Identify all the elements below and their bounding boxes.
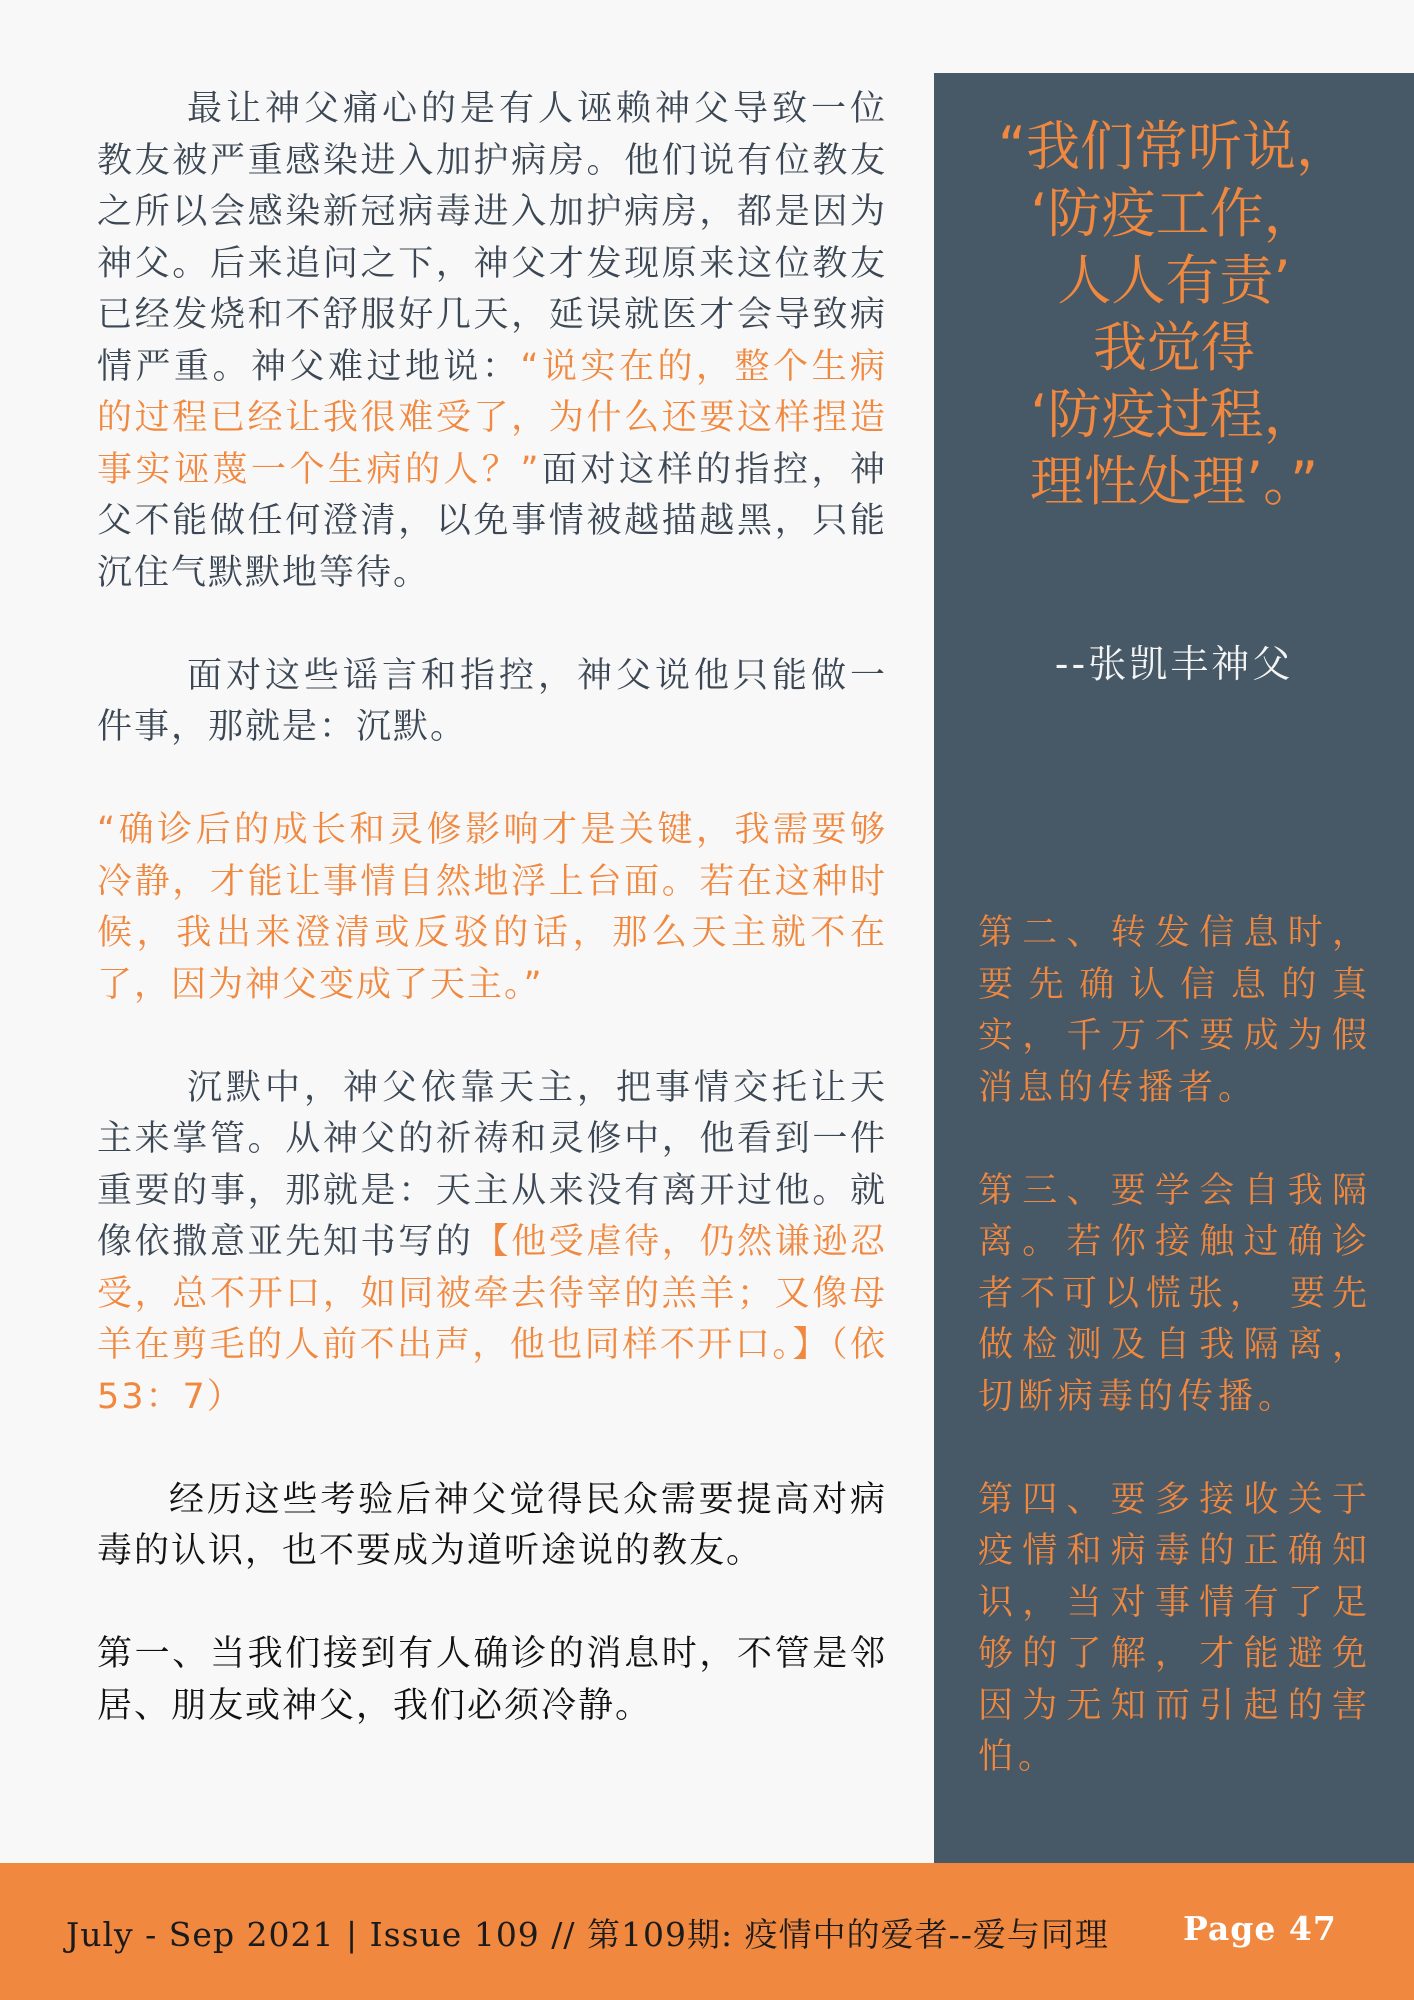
paragraph-scripture [97,1063,887,1424]
paragraph-accusation [97,84,887,599]
pull-quote-line: 人人有责’ [1057,249,1291,312]
paragraph-text: 最让神父痛心的是有人诬赖神父导致一位教友被严重感染进入加护病房。他们说有位教友之所以会感染新冠病毒进入加护病房，都是因为神父。后来追问之下，神父才发现原来这位教友已经发烧和不舒服好几天，延误就医才会导致病情严重。神父难过地说： [97,89,887,387]
paragraph-text: 面对这样的指控，神父不能做任何澄清，以免事情被越描越黑，只能沉住气默默地等待。 [97,449,887,593]
tip-second: 第二、转发信息时，要先确认信息的真实，千万不要成为假消息的传播者。 [978,913,1372,1108]
pull-quote-line: 我觉得 [1093,316,1255,379]
paragraph-text: 沉默中，神父依靠天主，把事情交托让天主来掌管。从神父的祈祷和灵修中，他看到一件重要的事，那就是：天主从来没有离开过他。就像依撒意亚先知书写的 [97,1067,887,1262]
priest-quote-block: “确诊后的成长和灵修影响才是关键，我需要够冷静，才能让事情自然地浮上台面。若在这种时候，我出来澄清或反驳的话，那么天主就不在了，因为神父变成了天主。” [97,810,887,1005]
pull-quote-line: “我们常听说， [998,115,1350,178]
scripture-quote: 【他受虐待，仍然谦逊忍受，总不开口，如同被牵去待宰的羔羊；又像母羊在剪毛的人前不出声，他也同样不开口。】（依53：7） [97,1222,887,1417]
tip-first: 第一、当我们接到有人确诊的消息时，不管是邻居、朋友或神父，我们必须冷静。 [97,1634,887,1726]
page-footer [0,1863,1414,2000]
paragraph-silence: 面对这些谣言和指控，神父说他只能做一件事，那就是：沉默。 [97,655,887,747]
priest-quote: “说实在的，整个生病的过程已经让我很难受了，为什么还要这样捏造事实诬蔑一个生病的人？” [97,346,887,490]
tips-list [978,908,1372,1835]
pull-quote-line: ‘防疫工作， [1030,182,1318,245]
tip-third: 第三、要学会自我隔离。若你接触过确诊者不可以慌张， 要先做检测及自我隔离，切断病毒的传播。 [978,1170,1372,1417]
article-body [97,84,887,1732]
page-number: Page 47 [1183,1909,1337,1948]
issue-info: July - Sep 2021 | Issue 109 // 第109期: 疫情中的爱者--爱与同理 [66,1915,1109,1954]
paragraph-lessons: 经历这些考验后神父觉得民众需要提高对病毒的认识，也不要成为道听途说的教友。 [97,1479,887,1571]
pull-quote-line: ‘防疫过程， [1030,383,1318,446]
sidebar-panel [934,73,1414,1863]
tip-fourth: 第四、要多接收关于疫情和病毒的正确知识，当对事情有了足够的了解，才能避免因为无知而引起的害怕。 [978,1479,1372,1777]
pull-quote-line: 理性处理’。” [1029,450,1319,513]
quote-attribution: --张凯丰神父 [1054,642,1294,686]
pull-quote [934,113,1414,515]
